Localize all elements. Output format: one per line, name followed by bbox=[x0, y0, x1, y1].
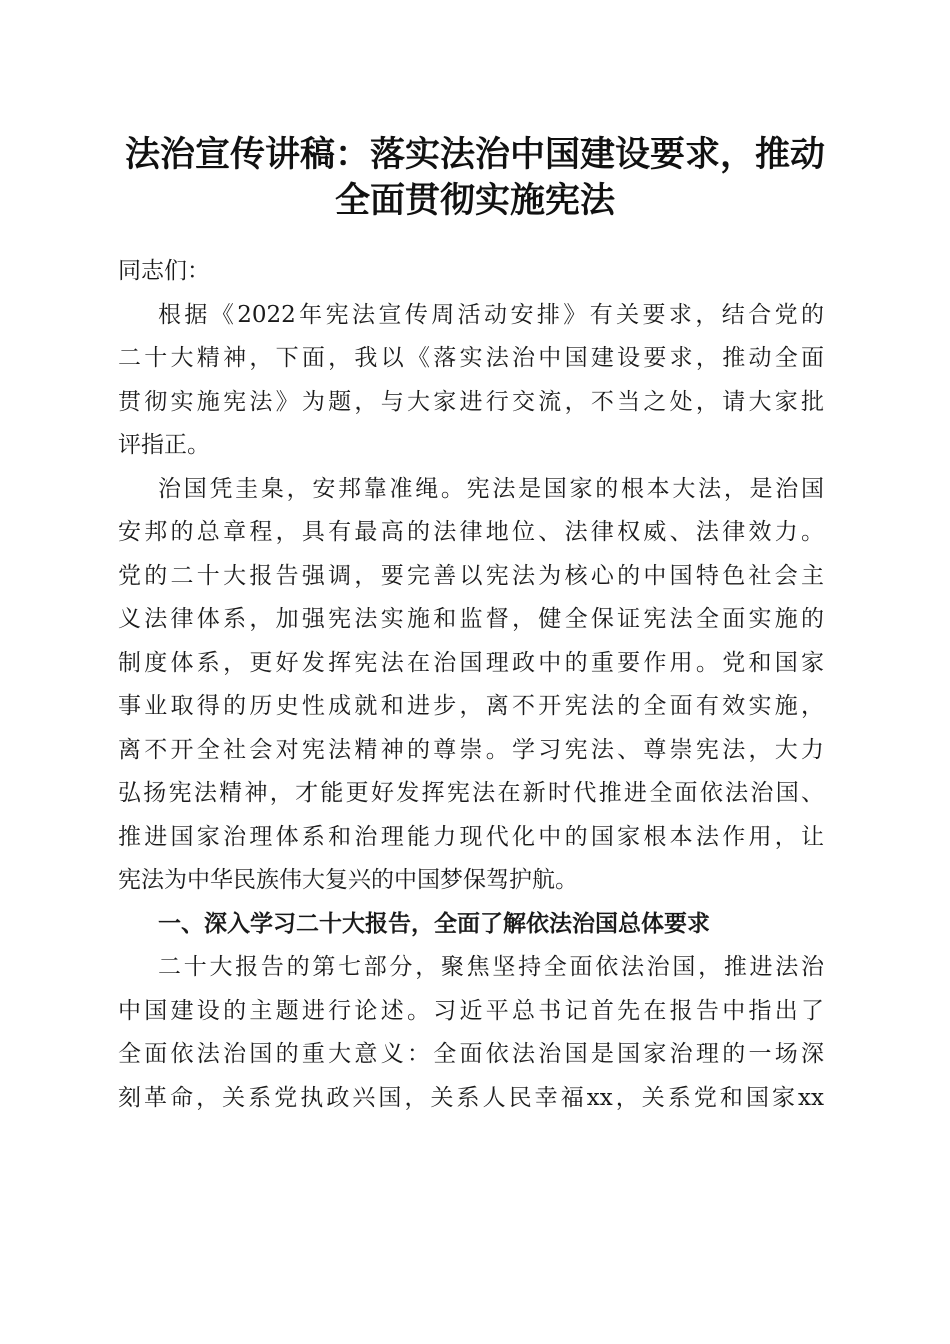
paragraph-2-line-10: 宪法为中华民族伟大复兴的中国梦保驾护航。 bbox=[118, 867, 578, 893]
title-line-1: 法治宣传讲稿：落实法治中国建设要求，推动 bbox=[124, 134, 825, 175]
paragraph-3-line-2: 中国建设的主题进行论述。习近平总书记首先在报告中指出了 bbox=[118, 997, 824, 1024]
paragraph-3-line-4: 刻革命，关系党执政兴国，关系人民幸福xx，关系党和国家xx bbox=[118, 1084, 824, 1111]
paragraph-2-line-4: 义法律体系，加强宪法实施和监督，健全保证宪法全面实施的 bbox=[118, 606, 824, 632]
title-line-2: 全面贯彻实施宪法 bbox=[334, 180, 615, 221]
paragraph-3-line-3: 全面依法治国的重大意义：全面依法治国是国家治理的一场深 bbox=[118, 1041, 824, 1067]
salutation: 同志们： bbox=[118, 258, 210, 284]
paragraph-1-line-4: 评指正。 bbox=[118, 432, 210, 458]
paragraph-2-line-9: 推进国家治理体系和治理能力现代化中的国家根本法作用，让 bbox=[118, 823, 824, 850]
document-body bbox=[118, 250, 824, 1120]
section-heading: 一、深入学习二十大报告，全面了解依法治国总体要求 bbox=[158, 910, 710, 937]
paragraph-2-line-2: 安邦的总章程，具有最高的法律地位、法律权威、法律效力。 bbox=[118, 519, 824, 545]
document-title bbox=[100, 132, 850, 224]
paragraph-2-line-8: 弘扬宪法精神，才能更好发挥宪法在新时代推进全面依法治国、 bbox=[118, 780, 824, 806]
paragraph-1-line-1: 根据《2022年宪法宣传周活动安排》有关要求，结合党的 bbox=[158, 301, 824, 328]
paragraph-2-line-3: 党的二十大报告强调，要完善以宪法为核心的中国特色社会主 bbox=[118, 562, 824, 589]
paragraph-2-line-7: 离不开全社会对宪法精神的尊崇。学习宪法、尊崇宪法，大力 bbox=[118, 736, 824, 763]
paragraph-2-line-6: 事业取得的历史性成就和进步，离不开宪法的全面有效实施， bbox=[118, 693, 824, 719]
paragraph-2-line-5: 制度体系，更好发挥宪法在治国理政中的重要作用。党和国家 bbox=[118, 649, 824, 676]
paragraph-1-line-2: 二十大精神，下面，我以《落实法治中国建设要求，推动全面 bbox=[118, 345, 824, 371]
paragraph-1-line-3: 贯彻实施宪法》为题，与大家进行交流，不当之处，请大家批 bbox=[118, 388, 824, 415]
paragraph-2-line-1: 治国凭圭臬，安邦靠准绳。宪法是国家的根本大法，是治国 bbox=[158, 475, 824, 502]
paragraph-3-line-1: 二十大报告的第七部分，聚焦坚持全面依法治国，推进法治 bbox=[158, 954, 824, 980]
